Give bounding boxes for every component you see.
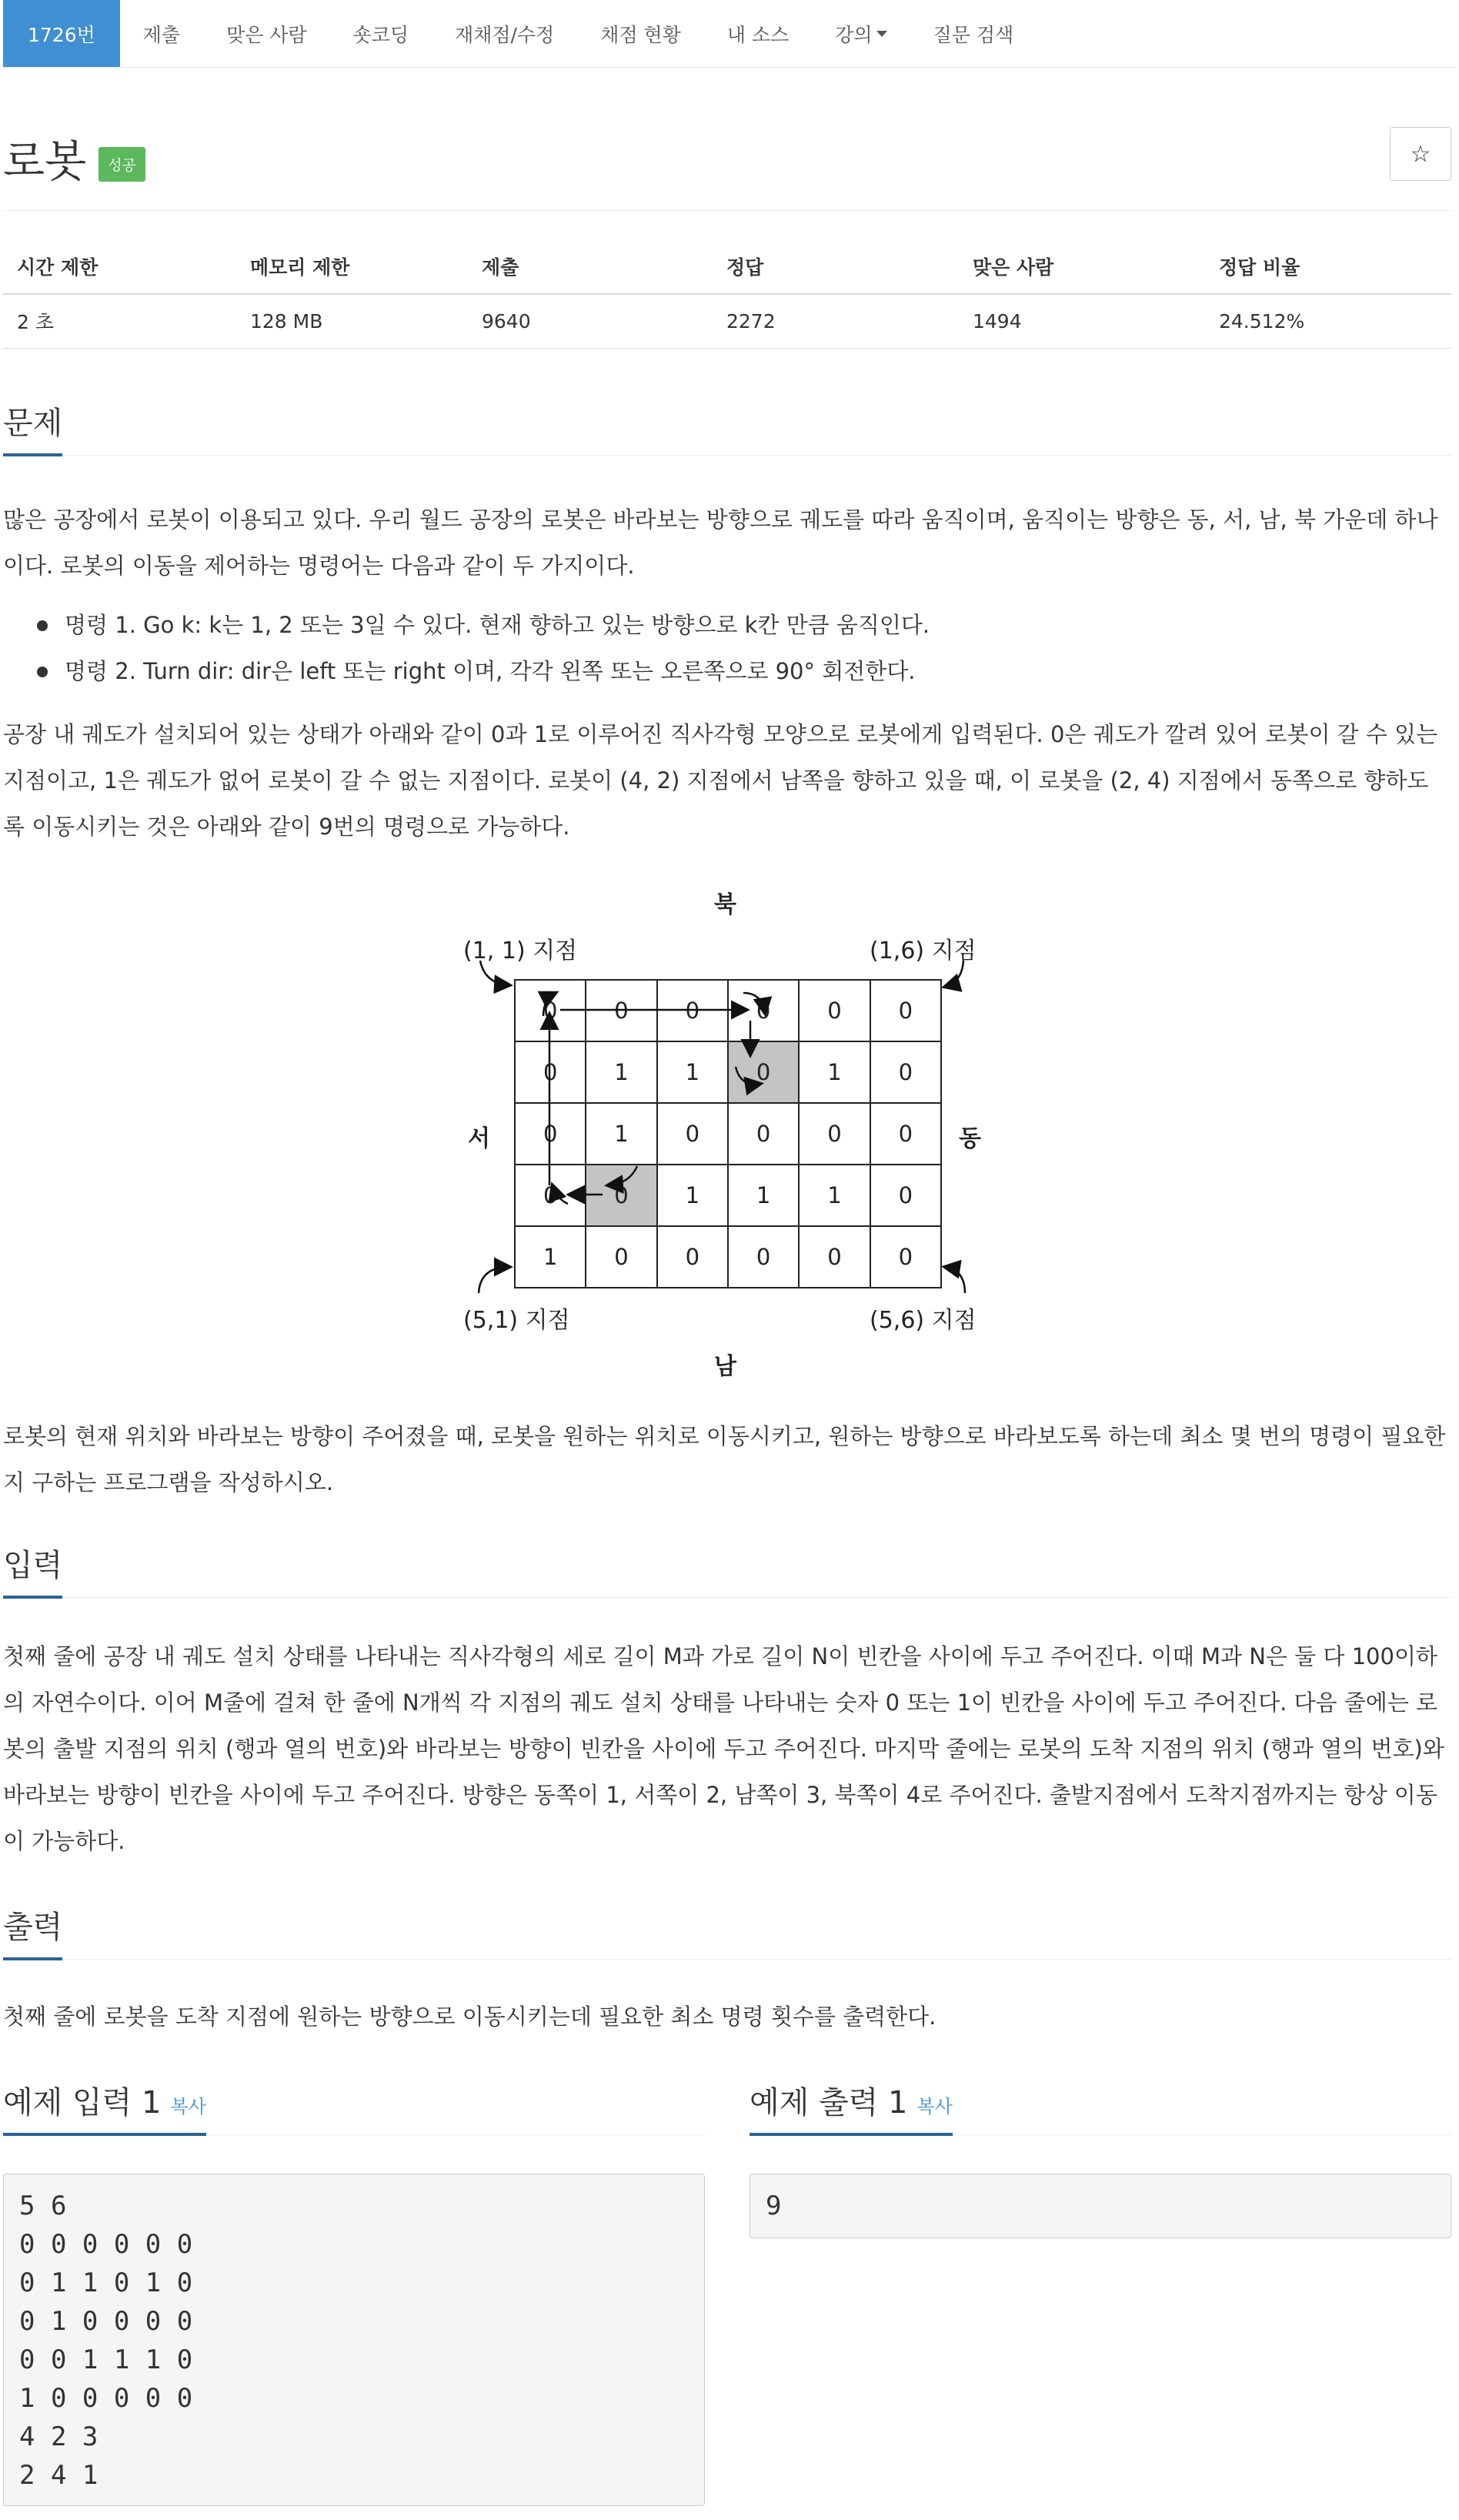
grid-cell: 1 <box>657 1041 728 1103</box>
grid-cell: 0 <box>515 1103 586 1165</box>
section-title: 출력 <box>3 1903 62 1960</box>
grid-cell-start: 0 <box>586 1165 656 1226</box>
section-title: 문제 <box>3 399 62 456</box>
grid-figure <box>454 877 993 1385</box>
grid-cell: 0 <box>799 1103 870 1165</box>
grid-cell: 1 <box>728 1165 799 1226</box>
grid-cell: 0 <box>728 1226 799 1288</box>
grid-cell: 0 <box>657 1103 728 1165</box>
section-title: 입력 <box>3 1541 62 1599</box>
copy-sample-input-link[interactable]: 복사 <box>170 2096 206 2117</box>
turn-arrow <box>736 1067 760 1085</box>
grid-cell: 0 <box>657 1226 728 1288</box>
figure-west-label: 서 <box>468 1125 490 1152</box>
table-cell: 2272 <box>713 294 959 348</box>
table-header: 제출 <box>468 239 713 294</box>
problem-nav <box>3 0 1454 68</box>
grid-cell: 0 <box>586 1226 656 1288</box>
section-title <box>750 2078 953 2136</box>
grid-cell: 1 <box>657 1165 728 1226</box>
favorite-button[interactable] <box>1390 127 1451 181</box>
grid-cell: 0 <box>515 1041 586 1103</box>
sample-output-title: 예제 출력 1 <box>750 2085 908 2121</box>
nav-tab-status[interactable]: 채점 현황 <box>600 23 681 46</box>
path-arrows <box>454 877 993 1385</box>
nav-lecture-label: 강의 <box>835 23 873 46</box>
status-badge: 성공 <box>98 147 145 182</box>
problem-intro: 많은 공장에서 로봇이 이용되고 있다. 우리 월드 공장의 로봇은 바라보는 방향으로 궤도를 따라 움직이며, 움직이는 방향은 동, 서, 남, 북 가운데 하나이다. 로봇의 이동을 제어하는 명령어는 다음과 같이 두 가지이다. <box>3 506 1438 579</box>
grid-cell: 0 <box>870 1041 941 1103</box>
grid-cell: 0 <box>799 1226 870 1288</box>
grid-cell: 0 <box>799 980 870 1041</box>
table-header: 정답 비율 <box>1205 239 1451 294</box>
command-list <box>3 602 1450 694</box>
table-header: 메모리 제한 <box>236 239 468 294</box>
nav-tab-lecture[interactable] <box>812 0 910 67</box>
table-cell: 2 초 <box>3 294 236 348</box>
figure-corner-bottom-right: (5,6) 지점 <box>870 1307 977 1334</box>
figure-east-label: 동 <box>959 1125 981 1152</box>
section-title <box>3 2078 206 2136</box>
corner-pointer <box>945 961 963 987</box>
grid-cell: 0 <box>728 980 799 1041</box>
table-cell: 128 MB <box>236 294 468 348</box>
grid-cell: 1 <box>799 1041 870 1103</box>
table-cell: 9640 <box>468 294 713 348</box>
grid-cell: 0 <box>657 980 728 1041</box>
list-item: 명령 2. Turn dir: dir은 left 또는 right 이며, 각각 왼쪽 또는 오른쪽으로 90° 회전한다. <box>3 648 1450 694</box>
corner-pointer <box>479 1267 509 1293</box>
grid-cell: 1 <box>586 1103 656 1165</box>
task-description: 로봇의 현재 위치와 바라보는 방향이 주어졌을 때, 로봇을 원하는 위치로 이동시키고, 원하는 방향으로 바라보도록 하는데 최소 몇 번의 명령이 필요한지 구하는 프로그램을 작성하시오. <box>3 1423 1446 1496</box>
figure-corner-top-left: (1, 1) 지점 <box>463 937 578 964</box>
turn-arrow <box>543 993 556 1016</box>
table-cell: 1494 <box>959 294 1205 348</box>
sample-output-box[interactable]: 9 <box>750 2174 1451 2238</box>
input-description: 첫째 줄에 공장 내 궤도 설치 상태를 나타내는 직사각형의 세로 길이 M과 가로 길이 N이 빈칸을 사이에 두고 주어진다. 이때 M과 N은 둘 다 100이하의 자연수이다. 이어 M줄에 걸쳐 한 줄에 N개씩 각 지점의 궤도 설치 상태를 나타내는 숫자 0 또는 1이 빈칸을 사이에 두고 주어진다. 다음 줄에는 로봇의 출발 지점의 위치 (행과 열의 번호)와 바라보는 방향이 빈칸을 사이에 두고 주어진다. 마지막 줄에는 로봇의 도착 지점의 위치 (행과 열의 번호)와 바라보는 방향이 빈칸을 사이에 두고 주어진다. 방향은 동쪽이 1, 서쪽이 2, 남쪽이 3, 북쪽이 4로 주어진다. 출발지점에서 도착지점까지는 항상 이동이 가능하다. <box>3 1643 1444 1854</box>
nav-tab-rejudge[interactable]: 재채점/수정 <box>455 23 555 46</box>
nav-tab-my-source[interactable]: 내 소스 <box>726 23 790 46</box>
nav-tab-short-coding[interactable]: 숏코딩 <box>352 23 409 46</box>
nav-tab-submit[interactable]: 제출 <box>142 23 181 46</box>
turn-arrow <box>553 1185 568 1204</box>
sample-input-box[interactable]: 5 6 0 0 0 0 0 0 0 1 1 0 1 0 0 1 0 0 0 0 0 0 1 1 1 0 1 0 0 0 0 0 4 2 3 2 4 1 <box>3 2174 705 2506</box>
turn-arrow <box>608 1166 637 1185</box>
turn-arrow <box>743 993 765 1013</box>
grid-cell: 0 <box>515 980 586 1041</box>
list-item: 명령 1. Go k: k는 1, 2 또는 3일 수 있다. 현재 향하고 있는 방향으로 k칸 만큼 움직인다. <box>3 602 1450 648</box>
copy-sample-output-link[interactable]: 복사 <box>916 2096 953 2117</box>
grid-description: 공장 내 궤도가 설치되어 있는 상태가 아래와 같이 0과 1로 이루어진 직사각형 모양으로 로봇에게 입력된다. 0은 궤도가 깔려 있어 로봇이 갈 수 있는 지점이고, 1은 궤도가 없어 로봇이 갈 수 없는 지점이다. 로봇이 (4, 2) 지점에서 남쪽을 향하고 있을 때, 이 로봇을 (2, 4) 지점에서 동쪽으로 향하도록 이동시키는 것은 아래와 같이 9번의 명령으로 가능하다. <box>3 721 1438 840</box>
grid-cell: 1 <box>799 1165 870 1226</box>
sample-input-title: 예제 입력 1 <box>3 2085 162 2121</box>
grid-cell: 0 <box>586 980 656 1041</box>
nav-tab-solved-users[interactable]: 맞은 사람 <box>226 23 307 46</box>
input-section-header <box>3 1533 1451 1598</box>
table-cell: 24.512% <box>1205 294 1451 348</box>
sample-input-header <box>3 2070 705 2135</box>
title-divider <box>3 210 1451 211</box>
corner-pointer <box>945 1267 965 1293</box>
figure-north-label: 북 <box>714 891 736 918</box>
grid-cell: 0 <box>728 1103 799 1165</box>
figure-corner-top-right: (1,6) 지점 <box>870 937 977 964</box>
table-header: 시간 제한 <box>3 239 236 294</box>
star-icon: ☆ <box>1410 140 1431 168</box>
corner-pointer <box>480 961 509 985</box>
grid-cell-goal: 0 <box>728 1041 799 1103</box>
output-description: 첫째 줄에 로봇을 도착 지점에 원하는 방향으로 이동시키는데 필요한 최소 명령 횟수를 출력한다. <box>3 2004 936 2030</box>
nav-tab-problem[interactable]: 1726번 <box>3 0 120 67</box>
grid-cell: 0 <box>870 1103 941 1165</box>
table-header-row <box>3 239 1451 294</box>
grid-cell: 0 <box>515 1165 586 1226</box>
grid-cell: 0 <box>870 1226 941 1288</box>
grid-cell: 1 <box>586 1041 656 1103</box>
figure-south-label: 남 <box>714 1353 736 1380</box>
grid-cell: 0 <box>870 1165 941 1226</box>
grid-cell: 1 <box>515 1226 586 1288</box>
caret-down-icon <box>876 31 887 37</box>
page-title: 로봇 <box>3 137 87 187</box>
grid-cell: 0 <box>870 980 941 1041</box>
problem-section-header <box>3 391 1451 456</box>
figure-corner-bottom-left: (5,1) 지점 <box>463 1307 570 1334</box>
nav-tab-question-search[interactable]: 질문 검색 <box>933 23 1014 46</box>
problem-header <box>3 128 145 189</box>
sample-output-header <box>750 2070 1451 2135</box>
problem-info-table <box>3 239 1451 349</box>
output-section-header <box>3 1895 1451 1960</box>
table-header: 맞은 사람 <box>959 239 1205 294</box>
table-row <box>3 294 1451 348</box>
table-header: 정답 <box>713 239 959 294</box>
